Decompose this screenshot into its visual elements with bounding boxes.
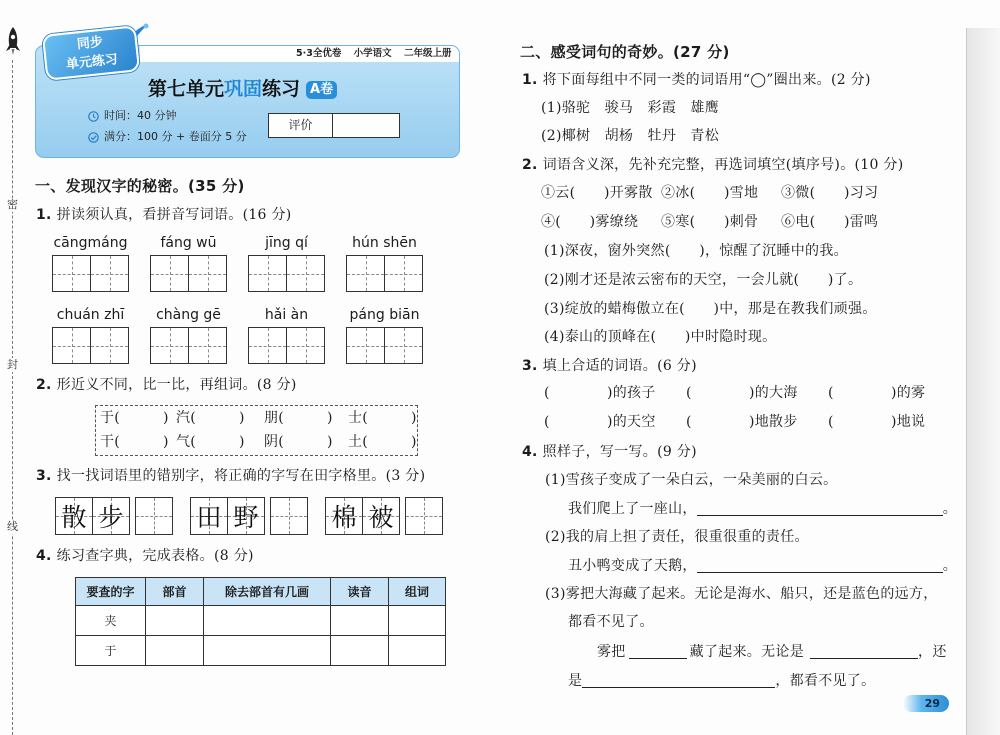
idiom-option: ①云( )开雾散	[541, 185, 653, 201]
grid-cell	[405, 497, 443, 535]
char-pair-item: 土( )	[348, 434, 417, 450]
pinyin-label: chàng gē	[156, 307, 221, 323]
imitation-text: ，还	[918, 644, 947, 660]
time-limit	[88, 109, 177, 123]
blank-cell	[146, 636, 204, 666]
grid-cell	[135, 497, 173, 535]
binding-label-xian: 线	[4, 520, 21, 534]
grid-cell	[92, 497, 130, 535]
q4-number: 4.	[36, 548, 52, 564]
grid-cell	[248, 255, 287, 292]
char-pair-item: 士( )	[348, 410, 417, 426]
grid-cell	[227, 497, 265, 535]
example-sentence: (2)我的肩上担了责任，很重很重的责任。	[545, 529, 809, 545]
example-sentence: (1)雪孩子变成了一朵白云，一朵美丽的白云。	[545, 472, 838, 488]
s2-q4-prompt	[522, 443, 697, 461]
imitation-text: 丑小鸭变成了天鹅，	[568, 558, 697, 574]
fill-sentence: (1)深夜，窗外突然( )，惊醒了沉睡中的我。	[544, 243, 848, 259]
grid-cell	[384, 327, 423, 364]
q2-prompt	[36, 376, 297, 394]
title-suffix: 练习	[262, 78, 301, 100]
answer-blank	[697, 501, 943, 516]
rocket-icon	[4, 26, 22, 56]
word-char: 田	[196, 503, 222, 532]
writing-grid	[52, 255, 129, 292]
s2-q3-prompt	[522, 357, 697, 375]
writing-grid	[248, 255, 325, 292]
badge-line-2: 单元练习	[65, 52, 119, 73]
word-box	[55, 497, 130, 535]
char-pair-item: 干( )	[100, 434, 169, 450]
sync-unit-badge	[42, 25, 140, 81]
grid-cell	[346, 327, 385, 364]
phrase-blank: ( )的孩子	[544, 385, 656, 401]
word-box	[325, 497, 400, 535]
s2-q1-number: 1.	[522, 72, 538, 88]
page-title	[148, 77, 337, 101]
char-pair-item: 朋( )	[264, 410, 333, 426]
word-box	[190, 497, 265, 535]
s2-q4-text: 照样子，写一写。(9 分)	[542, 444, 697, 460]
full-score	[88, 130, 247, 144]
writing-grid	[52, 327, 129, 364]
word-char: 野	[233, 503, 259, 532]
lookup-character: 于	[76, 636, 146, 666]
grid-cell	[270, 497, 308, 535]
grid-cell	[90, 255, 129, 292]
phrase-blank: ( )地说	[828, 414, 926, 430]
s2-q3-number: 3.	[522, 358, 538, 374]
time-limit-text: 时间：40 分钟	[104, 109, 177, 122]
grid-cell	[150, 327, 189, 364]
s2-q1-text: 将下面每组中不同一类的词语用“◯”圈出来。(2 分)	[542, 72, 871, 88]
phrase-blank: ( )的大海	[686, 385, 798, 401]
full-score-text: 满分：100 分 + 卷面分 5 分	[104, 130, 247, 143]
char-pair-item: 汽( )	[176, 410, 245, 426]
phrase-blank: ( )地散步	[686, 414, 798, 430]
example-sentence: (3)雾把大海藏了起来。无论是海水、船只，还是蓝色的远方，	[545, 586, 938, 602]
pinyin-label: cāngmáng	[53, 235, 128, 251]
grid-cell	[325, 497, 363, 535]
q2-number: 2.	[36, 377, 52, 393]
char-pair-item: 于( )	[100, 410, 169, 426]
fill-sentence: (2)刚才还是浓云密布的天空，一会儿就( )了。	[544, 272, 863, 288]
check-icon	[88, 132, 99, 143]
s2-q1-prompt	[522, 71, 871, 89]
imitation-text: 。	[942, 558, 958, 574]
q1-number: 1.	[36, 207, 52, 223]
section1-heading: 一、发现汉字的秘密。(35 分)	[35, 177, 245, 195]
imitation-line	[568, 500, 957, 518]
s2-q2-number: 2.	[522, 157, 538, 173]
pinyin-label: jīng qí	[265, 235, 308, 251]
answer-grid	[135, 497, 173, 535]
paper-version-tag: A卷	[306, 81, 337, 99]
s2-q3-text: 填上合适的词语。(6 分)	[542, 358, 697, 374]
grid-cell	[55, 497, 93, 535]
imitation-line	[568, 557, 957, 575]
grid-cell	[190, 497, 228, 535]
grid-cell	[286, 327, 325, 364]
blank-cell	[389, 636, 446, 666]
s2-q4-number: 4.	[522, 444, 538, 460]
imitation-text: 雾把	[597, 644, 626, 660]
pinyin-label: hún shēn	[352, 235, 417, 251]
grid-cell	[188, 255, 227, 292]
idiom-option: ⑤寒( )刺骨	[661, 214, 759, 230]
column-header: 除去部首有几画	[204, 578, 331, 606]
series-subject: 小学语文	[353, 48, 392, 59]
answer-blank	[810, 644, 918, 659]
grid-cell	[346, 255, 385, 292]
badge-line-1: 同步	[76, 34, 104, 53]
idiom-option: ⑥电( )雷鸣	[781, 214, 879, 230]
answer-grid	[270, 497, 308, 535]
imitation-text: 。	[942, 501, 958, 517]
pinyin-label: hǎi àn	[264, 307, 309, 323]
imitation-text: 藏了起来。无论是	[689, 644, 805, 660]
grid-cell	[150, 255, 189, 292]
q3-number: 3.	[36, 468, 52, 484]
blank-cell	[204, 606, 331, 636]
word-char: 步	[98, 503, 124, 532]
grid-cell	[286, 255, 325, 292]
blank-cell	[204, 636, 331, 666]
char-pair-item: 阴( )	[264, 434, 333, 450]
grid-cell	[90, 327, 129, 364]
q1-prompt	[36, 206, 292, 224]
word-char: 散	[61, 503, 87, 532]
imitation-line	[597, 643, 947, 661]
grid-cell	[52, 255, 91, 292]
blank-cell	[146, 606, 204, 636]
grid-cell	[384, 255, 423, 292]
pinyin-label: fáng wū	[160, 235, 217, 251]
blank-cell	[331, 636, 389, 666]
title-prefix: 第七单元	[148, 78, 225, 100]
clock-icon	[88, 111, 99, 122]
q4-prompt	[36, 547, 254, 565]
next-page-edge	[966, 28, 1000, 735]
writing-grid	[150, 327, 227, 364]
q3-text: 找一找词语里的错别字，将正确的字写在田字格里。(3 分)	[56, 468, 426, 484]
pinyin-label: chuán zhī	[56, 307, 125, 323]
idiom-option: ②冰( )雪地	[661, 185, 759, 201]
answer-blank	[582, 673, 775, 688]
char-pair-item: 气( )	[176, 434, 245, 450]
answer-blank	[697, 558, 943, 573]
word-group: (2)椰树 胡杨 牡丹 青松	[541, 128, 720, 144]
table-header-row	[76, 578, 446, 606]
dictionary-table	[75, 577, 446, 666]
fill-sentence: (3)绽放的蜡梅傲立在( )中，那是在教我们顽强。	[544, 301, 877, 317]
q3-prompt	[36, 467, 425, 485]
writing-grid	[346, 327, 423, 364]
answer-grid	[405, 497, 443, 535]
column-header: 部首	[146, 578, 204, 606]
imitation-line	[568, 672, 875, 690]
evaluation-box	[268, 113, 400, 138]
word-char: 棉	[331, 503, 357, 532]
series-book: 5·3全优卷	[296, 48, 342, 59]
grid-cell	[52, 327, 91, 364]
idiom-option: ③微( )习习	[781, 185, 879, 201]
fill-sentence: (4)泰山的顶峰在( )中时隐时现。	[544, 329, 777, 345]
example-sentence-cont: 都看不见了。	[568, 614, 654, 630]
pinyin-label: páng biān	[349, 307, 420, 323]
word-group: (1)骆驼 骏马 彩霞 雄鹰	[541, 100, 720, 116]
q1-text: 拼读须认真，看拼音写词语。(16 分)	[56, 207, 292, 223]
lookup-character: 夹	[76, 606, 146, 636]
q2-text: 形近义不同，比一比，再组词。(8 分)	[56, 377, 297, 393]
imitation-text: 是	[568, 673, 583, 689]
grid-cell	[188, 327, 227, 364]
imitation-text: 我们爬上了一座山，	[568, 501, 697, 517]
binding-label-mi: 密	[4, 198, 21, 212]
evaluation-label: 评价	[269, 114, 333, 137]
s2-q2-text: 词语含义深，先补充完整，再选词填空(填序号)。(10 分)	[542, 157, 904, 173]
phrase-blank: ( )的雾	[828, 385, 926, 401]
grid-cell	[248, 327, 287, 364]
page-number: 29	[903, 695, 949, 712]
s2-q2-prompt	[522, 156, 903, 174]
blank-cell	[389, 606, 446, 636]
binding-label-feng: 封	[4, 358, 21, 372]
grid-cell	[362, 497, 400, 535]
column-header: 读音	[331, 578, 389, 606]
idiom-option: ④( )雾缭绕	[541, 214, 639, 230]
q4-text: 练习查字典，完成表格。(8 分)	[56, 548, 254, 564]
binding-line	[12, 60, 13, 735]
writing-grid	[248, 327, 325, 364]
table-row	[76, 636, 446, 666]
imitation-text: ，都看不见了。	[775, 673, 876, 689]
column-header: 组词	[389, 578, 446, 606]
section2-heading: 二、感受词句的奇妙。(27 分)	[520, 43, 730, 61]
table-row	[76, 606, 446, 636]
series-info	[296, 47, 461, 60]
writing-grid	[346, 255, 423, 292]
series-grade: 二年级上册	[403, 48, 452, 59]
title-highlight: 巩固	[224, 78, 263, 100]
writing-grid	[150, 255, 227, 292]
blank-cell	[331, 606, 389, 636]
word-char: 被	[368, 503, 394, 532]
answer-blank	[629, 644, 687, 659]
phrase-blank: ( )的天空	[544, 414, 656, 430]
column-header: 要查的字	[76, 578, 146, 606]
